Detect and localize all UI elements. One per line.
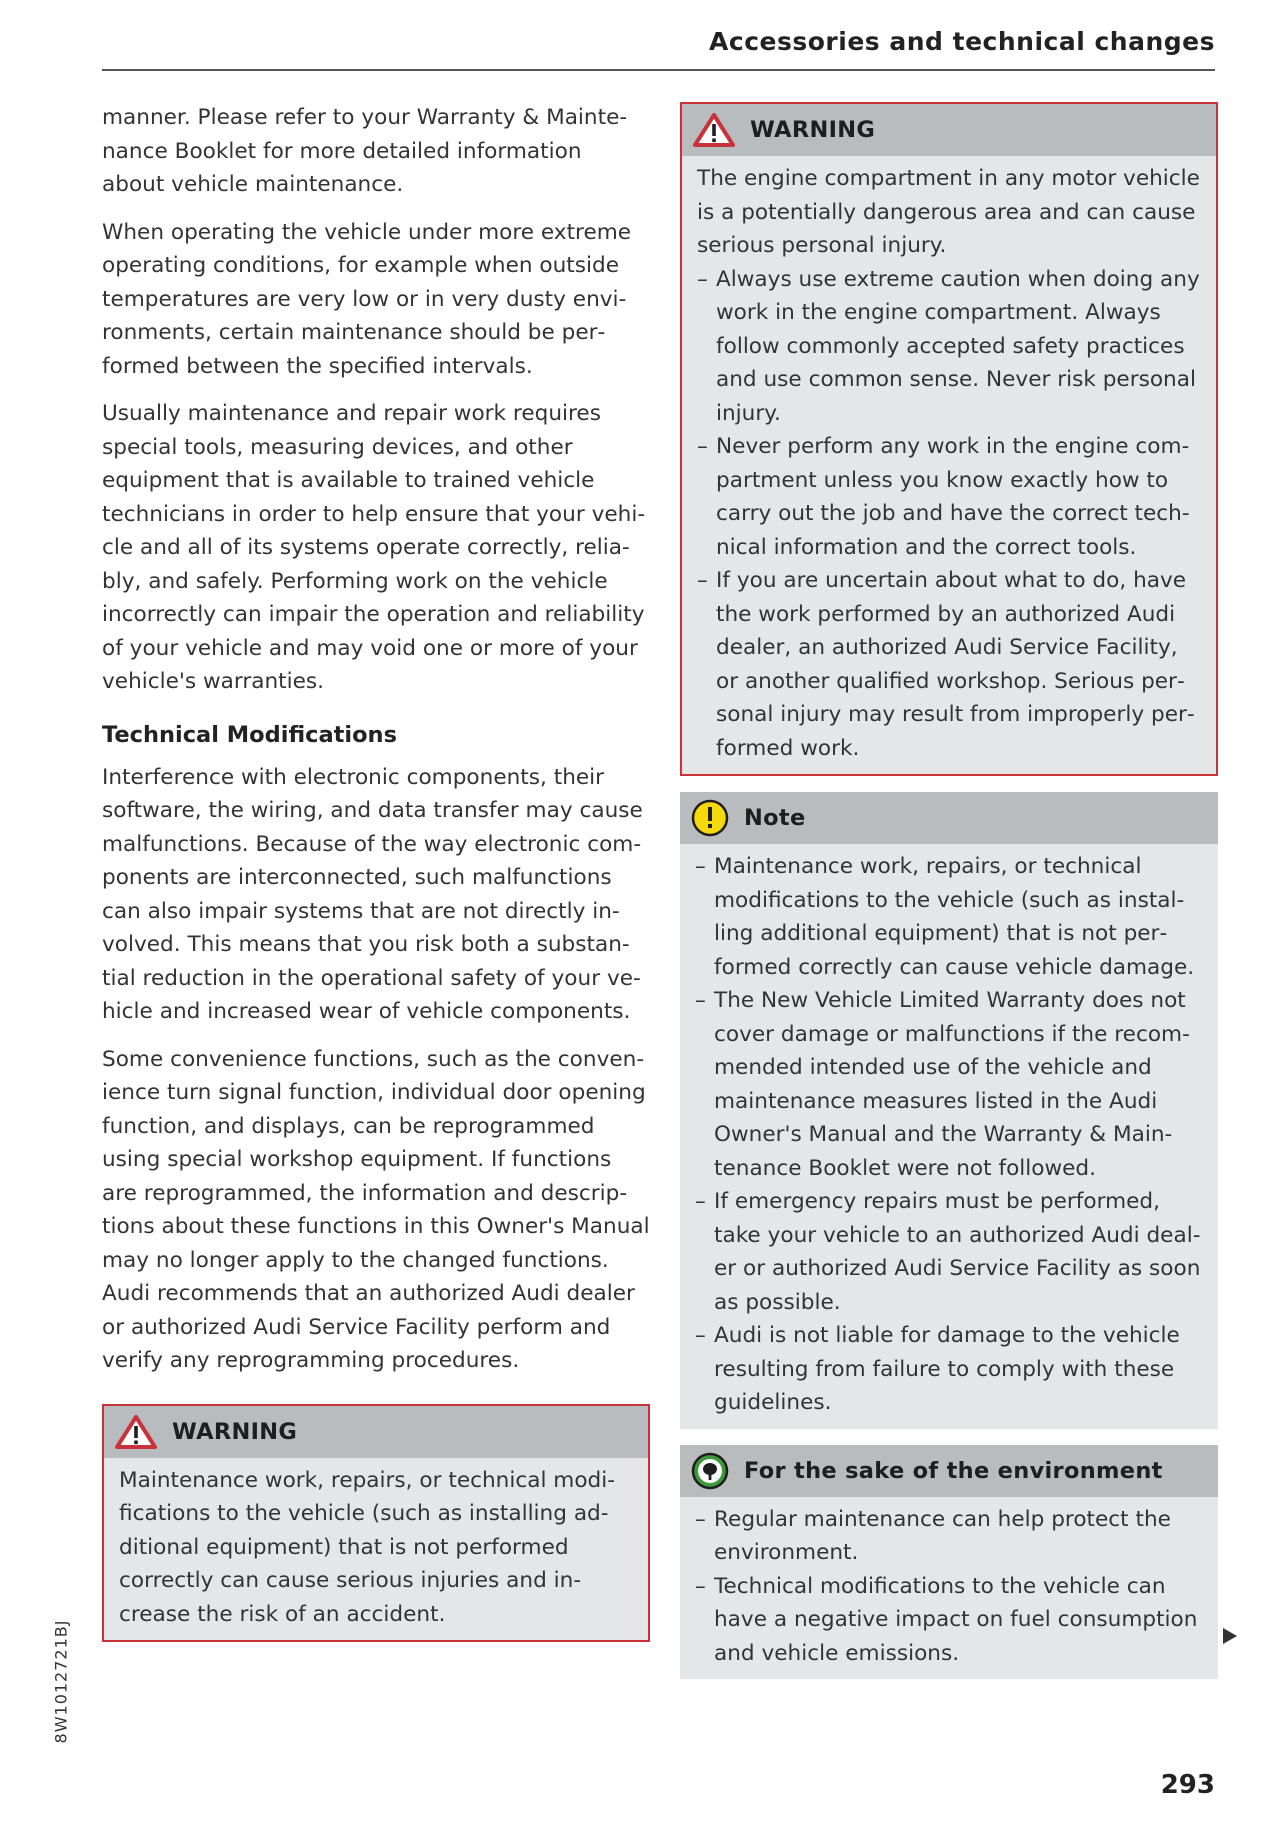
paragraph-reprogramming: Some convenience functions, such as the convenience turn signal function, individual door opening function, and displays, can be reprogrammed using special workshop equipment. If functions are reprogrammed, the information and descriptions about these functions in this Owner's Manual may no longer apply to the changed functions. Audi recommends that an authorized Audi dealer or authorized Audi Service Facility perform and verify any reprogramming procedures.: [102, 1046, 650, 1373]
warning-box-title: WARNING: [172, 1418, 298, 1445]
environment-box-body: [680, 1497, 1218, 1680]
warning-box-modifications: [102, 1404, 650, 1643]
note-box-body: [680, 844, 1218, 1429]
page-number: 293: [1160, 1770, 1215, 1800]
environment-box-header: [680, 1445, 1218, 1497]
warning-box-header: [682, 104, 1216, 156]
warning-list-item: – If you are uncertain about what to do, have the work performed by an authorized Audi dealer, an authorized Audi Service Facility, or another qualified workshop. Serious personal injury may result from improperly performed work.: [697, 564, 1202, 765]
note-list-item: – If emergency repairs must be performed, take your vehicle to an authorized Audi dealer or authorized Audi Service Facility as soon as possible.: [695, 1185, 1204, 1319]
note-list-item: – The New Vehicle Limited Warranty does not cover damage or malfunctions if the recommended intended use of the vehicle and maintenance measures listed in the Audi Owner's Manual and the Warranty & Maintenance Booklet were not followed.: [695, 984, 1204, 1185]
subheading-technical-modifications: Technical Modifications: [102, 721, 397, 748]
tree-leaf-icon: [690, 1451, 730, 1491]
warning-intro: The engine compartment in any motor vehicle is a potentially dangerous area and can cause serious personal injury.: [697, 166, 1200, 258]
exclamation-circle-icon: [690, 798, 730, 838]
paragraph-special-tools: Usually maintenance and repair work requires special tools, measuring devices, and other equipment that is available to trained vehicle technicians in order to help ensure that your vehicle and all of its systems operate correctly, reliably, and safely. Performing work on the vehicle incorrectly can impair the operation and reliability of your vehicle and may void one or more of your vehicle's warranties.: [102, 401, 646, 694]
continue-arrow-icon: [1221, 1625, 1239, 1647]
paragraph-maintenance-booklet: manner. Please refer to your Warranty & Maintenance Booklet for more detailed information about vehicle maintenance.: [102, 105, 628, 197]
warning-box-title: WARNING: [750, 117, 876, 143]
warning-list-item: – Never perform any work in the engine compartment unless you know exactly how to carry out the job and have the correct technical information and the correct tools.: [697, 430, 1202, 564]
warning-box-engine-compartment: [680, 102, 1218, 776]
environment-list-item: – Regular maintenance can help protect the environment.: [695, 1503, 1204, 1570]
environment-box-title: For the sake of the environment: [744, 1457, 1163, 1484]
document-code-text: 8W1012721BJ: [51, 1619, 71, 1743]
left-column: [102, 102, 650, 1658]
right-column: [680, 102, 1218, 1695]
header-divider: [102, 69, 1215, 71]
warning-box-body: [104, 1458, 648, 1641]
note-list-item: – Maintenance work, repairs, or technical modifications to the vehicle (such as installing additional equipment) that is not performed correctly can cause vehicle damage.: [695, 850, 1204, 984]
note-box: [680, 792, 1218, 1429]
note-box-title: Note: [744, 805, 806, 831]
warning-triangle-icon: [114, 1414, 158, 1450]
warning-triangle-icon: [692, 112, 736, 148]
paragraph-extreme-conditions: When operating the vehicle under more extreme operating conditions, for example when outside temperatures are very low or in very dusty environments, certain maintenance should be performed between the specified intervals.: [102, 219, 632, 379]
document-code: [48, 1616, 74, 1746]
warning-text: Maintenance work, repairs, or technical modifications to the vehicle (such as installing additional equipment) that is not performed correctly can cause serious injuries and increase the risk of an accident.: [119, 1467, 616, 1627]
warning-box-header: [104, 1406, 648, 1458]
paragraph-electronic-interference: Interference with electronic components, their software, the wiring, and data transfer may cause malfunctions. Because of the way electronic components are interconnected, such malfunctions can also impair systems that are not directly involved. This means that you risk both a substantial reduction in the operational safety of your vehicle and increased wear of vehicle components.: [102, 764, 643, 1024]
page-header-title: Accessories and technical changes: [709, 27, 1215, 56]
warning-list-item: – Always use extreme caution when doing any work in the engine compartment. Always follow commonly accepted safety practices and use common sense. Never risk personal injury.: [697, 263, 1202, 431]
environment-box: [680, 1445, 1218, 1680]
environment-list-item: – Technical modifications to the vehicle can have a negative impact on fuel consumption and vehicle emissions.: [695, 1570, 1204, 1671]
warning-box-body: [682, 156, 1216, 774]
note-list-item: – Audi is not liable for damage to the vehicle resulting from failure to comply with these guidelines.: [695, 1319, 1204, 1420]
note-box-header: [680, 792, 1218, 844]
